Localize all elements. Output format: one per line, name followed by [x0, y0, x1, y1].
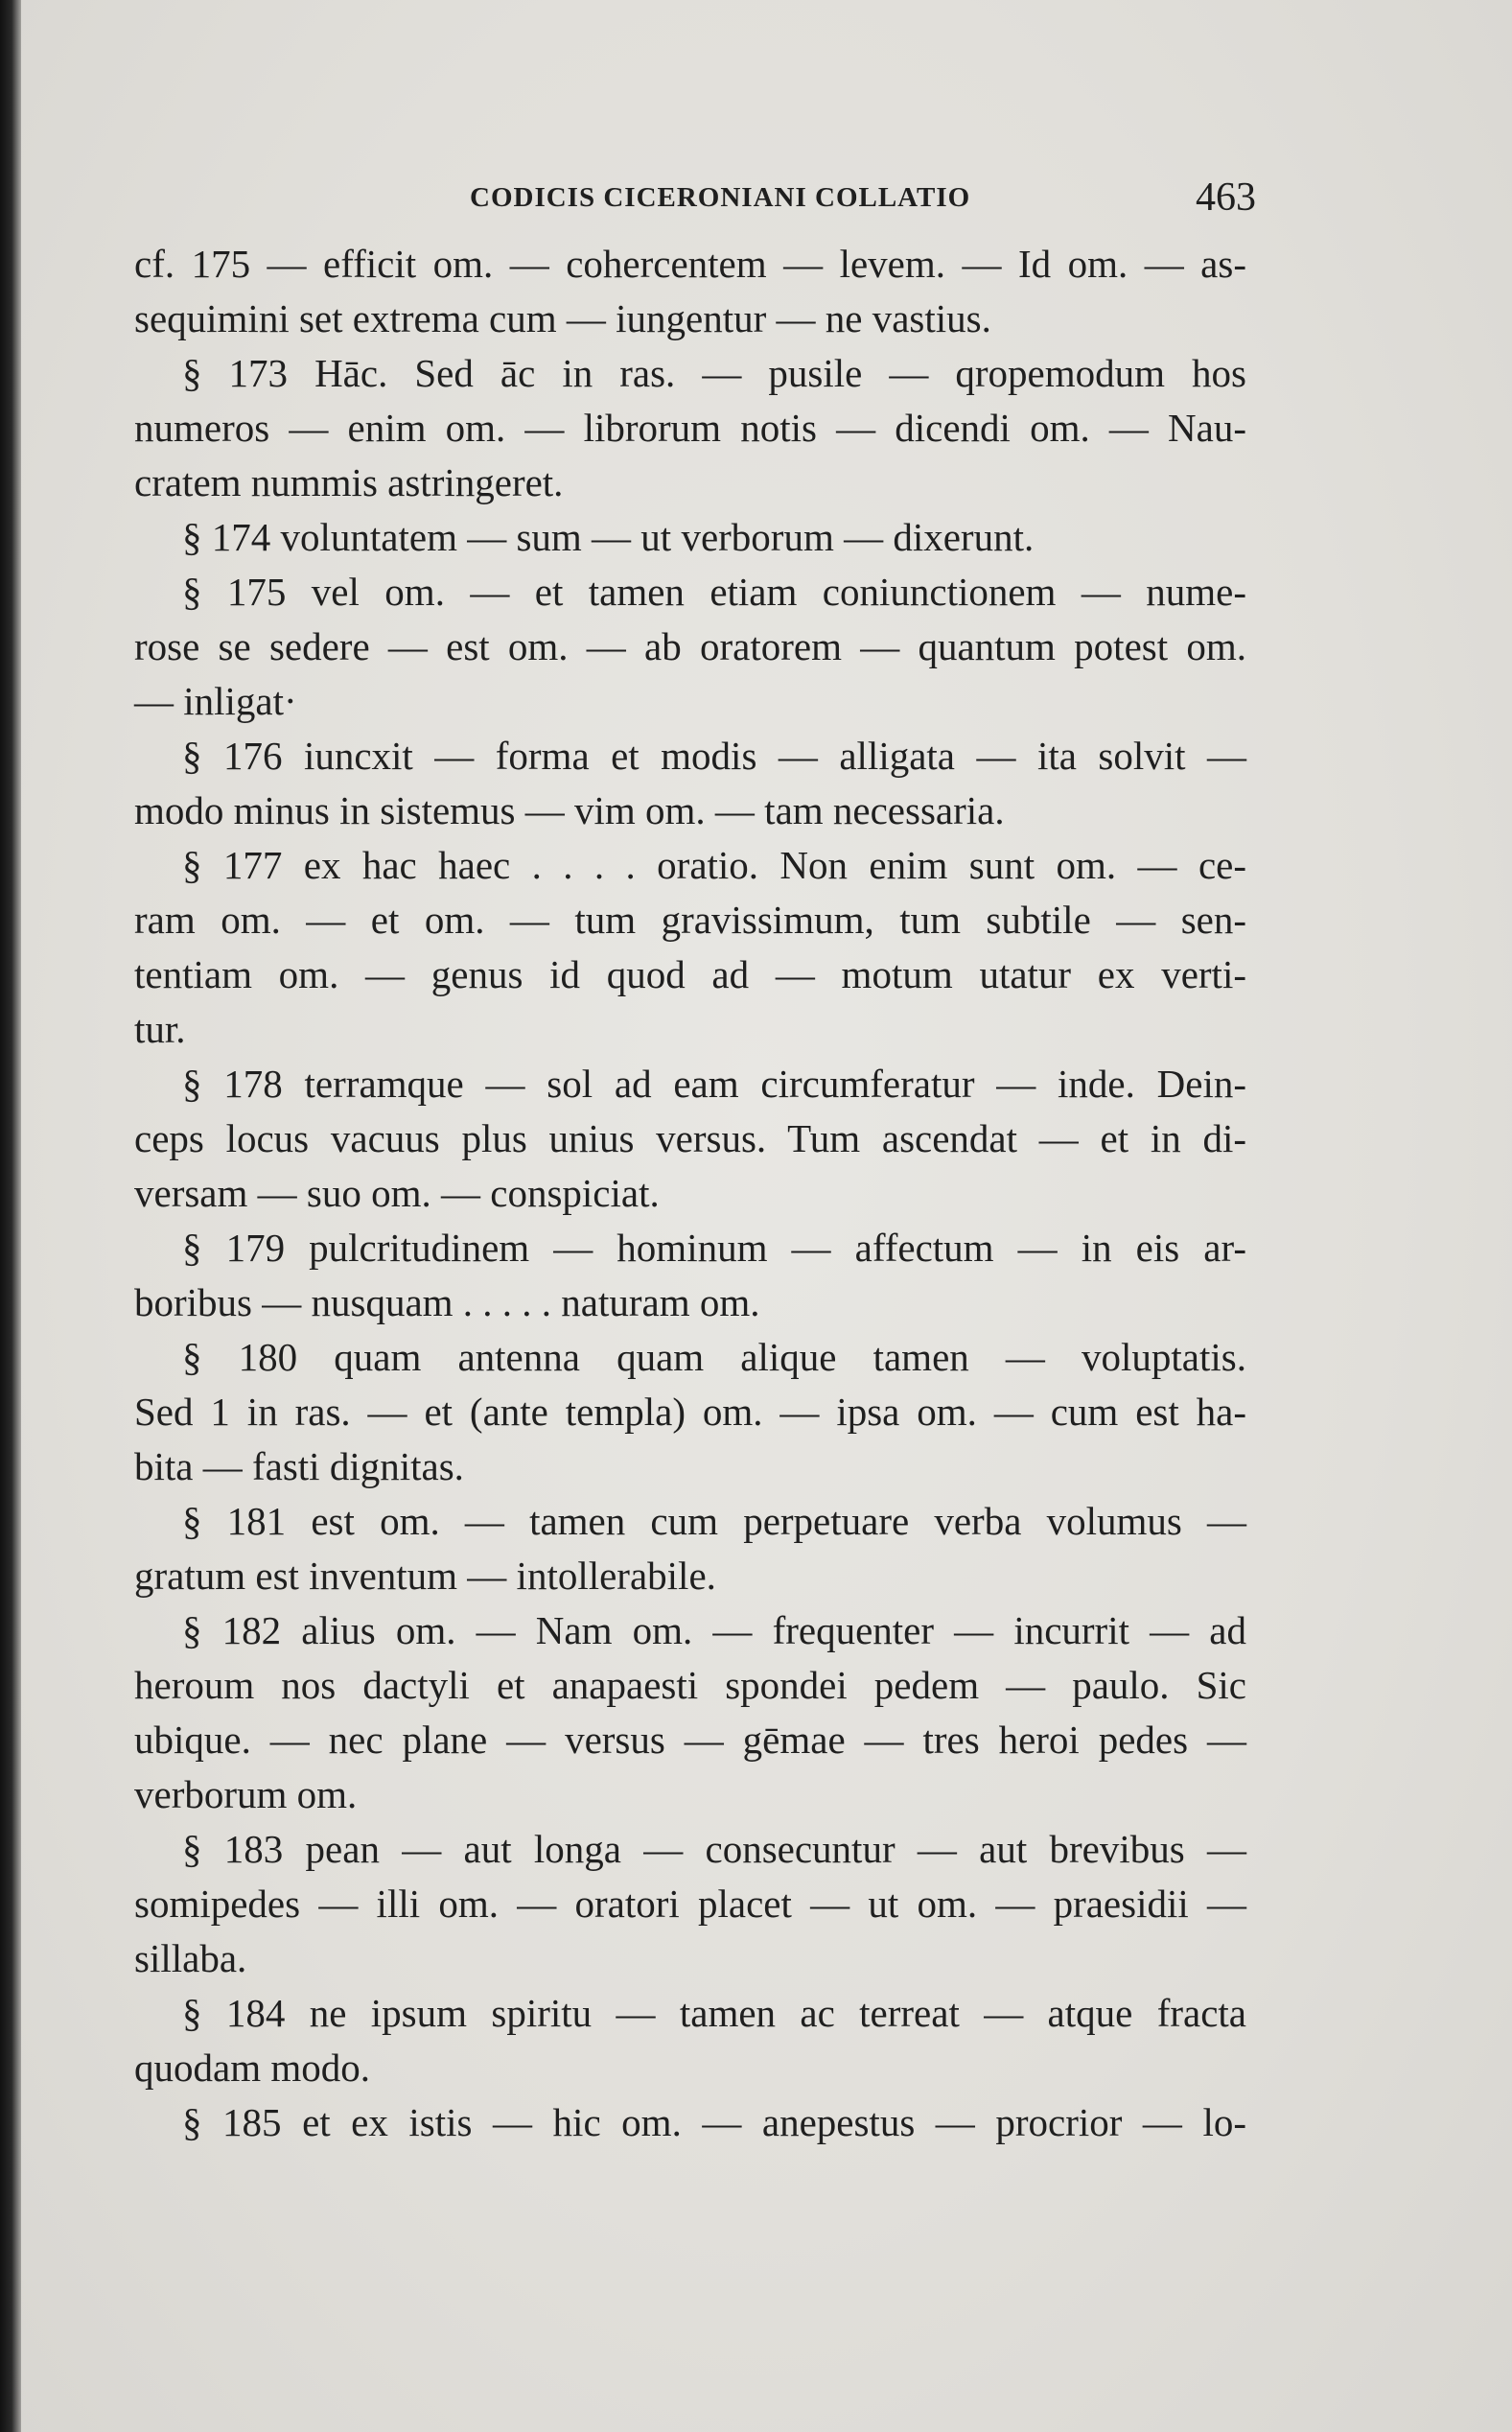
- text-line: tur.: [134, 1007, 186, 1051]
- text-line: tentiam om. — genus id quod ad — motum utatur ex verti-: [134, 952, 1246, 996]
- text-line: § 174 voluntatem — sum — ut verborum — dixerunt.: [182, 515, 1035, 559]
- text-line: quodam modo.: [134, 2046, 370, 2090]
- text-line: § 179 pulcritudinem — hominum — affectum — in eis ar-: [182, 1226, 1246, 1270]
- text-line: cf. 175 — efficit om. — cohercentem — levem. — Id om. — as-: [134, 242, 1246, 286]
- text-line: modo minus in sistemus — vim om. — tam necessaria.: [134, 788, 1005, 832]
- binding-shadow: [0, 0, 21, 2432]
- text-line: cratem nummis astringeret.: [134, 460, 564, 504]
- text-line: gratum est inventum — intollerabile.: [134, 1554, 716, 1598]
- text-line: somipedes — illi om. — oratori placet — ut om. — praesidii —: [134, 1882, 1246, 1926]
- text-line: § 178 terramque — sol ad eam circumferatur — inde. Dein-: [182, 1062, 1246, 1106]
- text-line: heroum nos dactyli et anapaesti spondei pedem — paulo. Sic: [134, 1663, 1246, 1707]
- text-line: versam — suo om. — conspiciat.: [134, 1171, 660, 1215]
- text-line: § 181 est om. — tamen cum perpetuare verba volumus —: [182, 1499, 1246, 1543]
- text-line: § 185 et ex istis — hic om. — anepestus — procrior — lo-: [182, 2100, 1246, 2144]
- text-line: — inligat·: [134, 679, 297, 723]
- text-line: § 180 quam antenna quam alique tamen — voluptatis.: [182, 1335, 1246, 1379]
- text-line: bita — fasti dignitas.: [134, 1444, 464, 1488]
- text-line: ceps locus vacuus plus unius versus. Tum ascendat — et in di-: [134, 1116, 1246, 1160]
- text-line: sillaba.: [134, 1936, 247, 1980]
- text-line: § 183 pean — aut longa — consecuntur — aut brevibus —: [182, 1827, 1246, 1871]
- text-line: ram om. — et om. — tum gravissimum, tum subtile — sen-: [134, 898, 1246, 942]
- text-line: § 173 Hāc. Sed āc in ras. — pusile — qropemodum hos: [182, 351, 1246, 395]
- text-line: § 175 vel om. — et tamen etiam coniunctionem — nume-: [182, 570, 1246, 614]
- text-line: ubique. — nec plane — versus — gēmae — tres heroi pedes —: [134, 1718, 1246, 1762]
- page-number: 463: [1196, 175, 1256, 220]
- text-line: rose se sedere — est om. — ab oratorem — quantum potest om.: [134, 624, 1246, 668]
- text-line: Sed 1 in ras. — et (ante templa) om. — ipsa om. — cum est ha-: [134, 1390, 1246, 1434]
- text-line: § 184 ne ipsum spiritu — tamen ac terreat — atque fracta: [182, 1991, 1246, 2035]
- text-line: numeros — enim om. — librorum notis — dicendi om. — Nau-: [134, 406, 1246, 450]
- page-header: [470, 175, 1256, 222]
- text-line: § 177 ex hac haec . . . . oratio. Non enim sunt om. — ce-: [182, 843, 1246, 887]
- running-title: CODICIS CICERONIANI COLLATIO: [470, 182, 971, 213]
- text-line: § 176 iuncxit — forma et modis — alligata — ita solvit —: [182, 734, 1246, 778]
- text-line: sequimini set extrema cum — iungentur — ne vastius.: [134, 296, 991, 340]
- text-line: boribus — nusquam . . . . . naturam om.: [134, 1280, 760, 1324]
- text-line: verborum om.: [134, 1772, 358, 1816]
- text-line: § 182 alius om. — Nam om. — frequenter — incurrit — ad: [182, 1608, 1246, 1652]
